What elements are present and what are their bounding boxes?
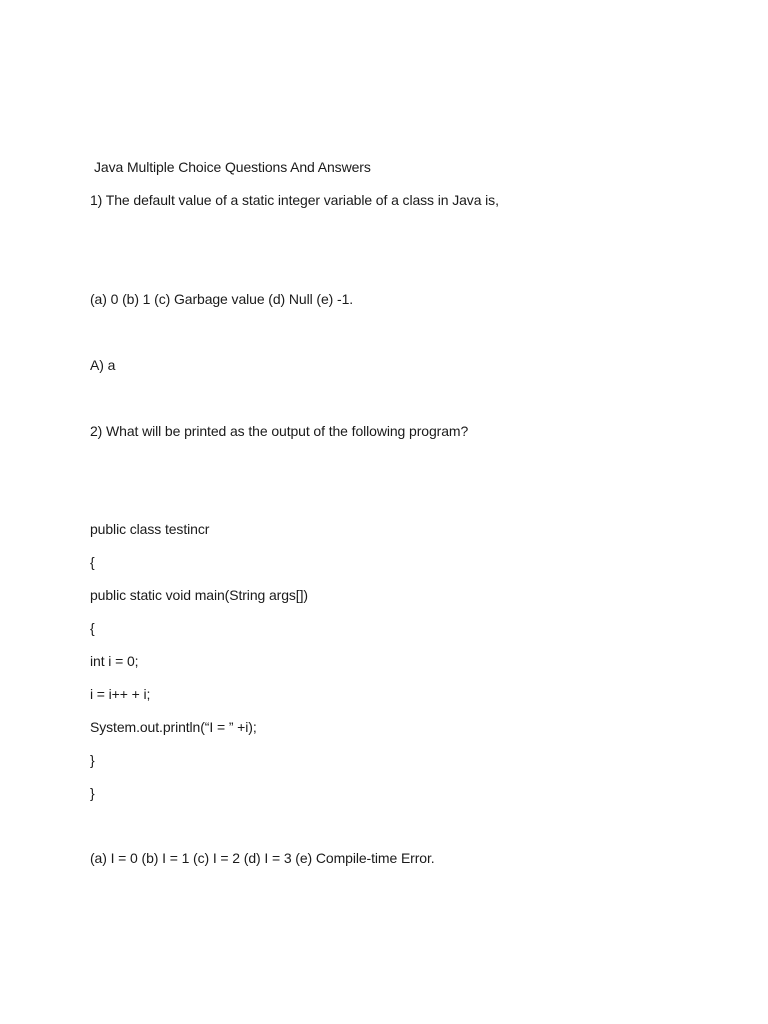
code-line: i = i++ + i; — [90, 686, 151, 702]
code-line: public static void main(String args[]) — [90, 587, 308, 603]
code-line: { — [90, 554, 95, 570]
question-1-text: 1) The default value of a static integer variable of a class in Java is, — [90, 192, 499, 208]
code-line: } — [90, 785, 95, 801]
code-line: int i = 0; — [90, 653, 139, 669]
code-line: public class testincr — [90, 521, 210, 537]
question-1-answer: A) a — [90, 357, 116, 373]
code-line: { — [90, 620, 95, 636]
document-title: Java Multiple Choice Questions And Answers — [94, 159, 371, 175]
question-1-options: (a) 0 (b) 1 (c) Garbage value (d) Null (e) -1. — [90, 291, 354, 307]
code-line: } — [90, 752, 95, 768]
code-line: System.out.println(“I = ” +i); — [90, 719, 257, 735]
question-2-options: (a) I = 0 (b) I = 1 (c) I = 2 (d) I = 3 (e) Compile-time Error. — [90, 850, 435, 866]
question-2-text: 2) What will be printed as the output of the following program? — [90, 423, 469, 439]
